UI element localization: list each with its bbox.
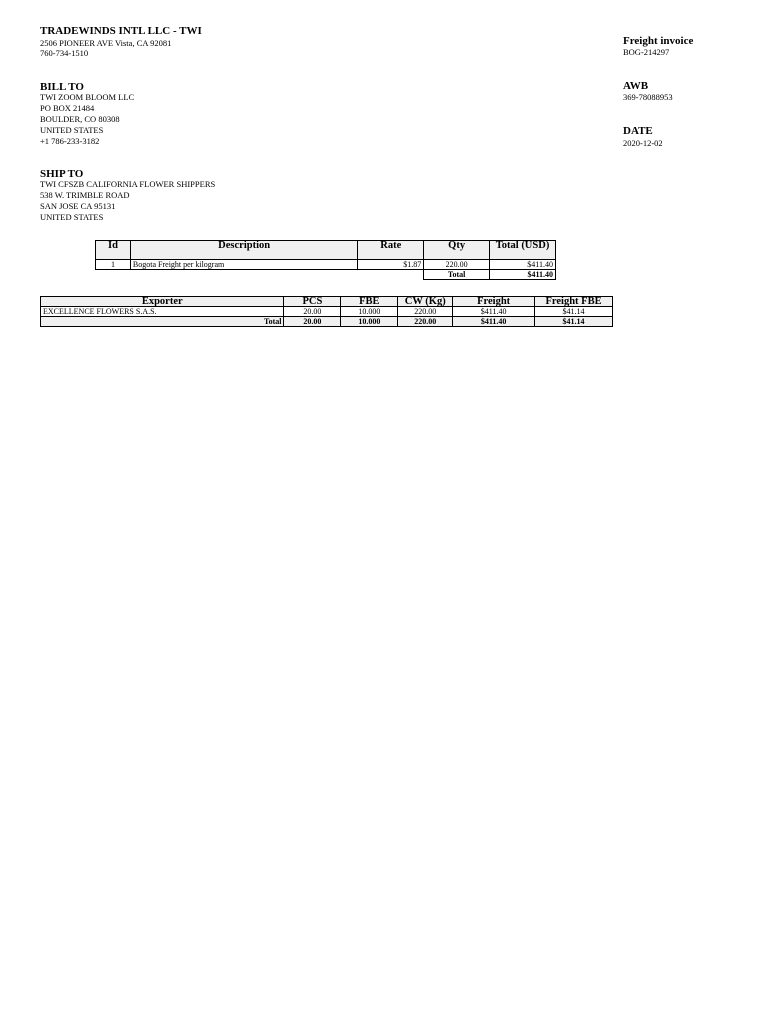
items-table: [95, 240, 556, 280]
exporter-header-freight: Freight: [453, 297, 535, 307]
item-total: $411.40: [490, 260, 556, 270]
exporter-total-freight: $411.40: [453, 317, 535, 327]
bill-to-block: [40, 92, 134, 147]
company-address: 2506 PIONEER AVE Vista, CA 92081: [40, 38, 172, 48]
exporter-header-pcs: PCS: [284, 297, 341, 307]
bill-to-line: +1 786-233-3182: [40, 136, 100, 146]
exporter-fbe: 10.000: [341, 307, 398, 317]
bill-to-line: BOULDER, CO 80308: [40, 114, 120, 124]
exporter-total-cw: 220.00: [398, 317, 453, 327]
exporter-table: [40, 296, 613, 327]
exporter-total-pcs: 20.00: [284, 317, 341, 327]
exporter-total-label: Total: [41, 317, 284, 327]
exporter-cw: 220.00: [398, 307, 453, 317]
exporter-total-row: [41, 317, 613, 327]
bill-to-line: TWI ZOOM BLOOM LLC: [40, 92, 135, 102]
item-qty: 220.00: [424, 260, 490, 270]
invoice-date: 2020-12-02: [623, 138, 663, 148]
awb-number: 369-78088953: [623, 92, 673, 102]
company-name: TRADEWINDS INTL LLC - TWI: [40, 25, 202, 37]
exporter-total-freight-fbe: $41.14: [535, 317, 613, 327]
ship-to-line: 538 W. TRIMBLE ROAD: [40, 190, 130, 200]
item-rate: $1.87: [358, 260, 424, 270]
bill-to-label: BILL TO: [40, 81, 84, 93]
bill-to-line: UNITED STATES: [40, 125, 104, 135]
exporter-header-cw: CW (Kg): [398, 297, 453, 307]
ship-to-line: UNITED STATES: [40, 212, 104, 222]
item-description: Bogota Freight per kilogram: [130, 260, 357, 270]
items-header-qty: Qty: [424, 241, 490, 260]
bill-to-line: PO BOX 21484: [40, 103, 95, 113]
date-label: DATE: [623, 125, 653, 137]
ship-to-line: TWI CFSZB CALIFORNIA FLOWER SHIPPERS: [40, 179, 216, 189]
items-header-description: Description: [130, 241, 357, 260]
items-total-row: [96, 270, 556, 280]
items-header-total: Total (USD): [490, 241, 556, 260]
company-phone: 760-734-1510: [40, 48, 89, 58]
invoice-title: Freight invoice: [623, 35, 694, 47]
table-row: [96, 260, 556, 270]
invoice-number: BOG-214297: [623, 47, 670, 57]
exporter-pcs: 20.00: [284, 307, 341, 317]
items-header-id: Id: [96, 241, 131, 260]
item-id: 1: [96, 260, 131, 270]
exporter-header-exporter: Exporter: [41, 297, 284, 307]
table-row: [41, 307, 613, 317]
exporter-freight-fbe: $41.14: [535, 307, 613, 317]
exporter-header-freight-fbe: Freight FBE: [535, 297, 613, 307]
items-total-label: Total: [424, 270, 490, 280]
ship-to-line: SAN JOSE CA 95131: [40, 201, 116, 211]
ship-to-block: [40, 179, 215, 223]
awb-label: AWB: [623, 80, 649, 92]
items-total-value: $411.40: [490, 270, 556, 280]
ship-to-label: SHIP TO: [40, 168, 84, 180]
items-header-rate: Rate: [358, 241, 424, 260]
exporter-name: EXCELLENCE FLOWERS S.A.S.: [41, 307, 284, 317]
exporter-header-fbe: FBE: [341, 297, 398, 307]
exporter-total-fbe: 10.000: [341, 317, 398, 327]
exporter-freight: $411.40: [453, 307, 535, 317]
